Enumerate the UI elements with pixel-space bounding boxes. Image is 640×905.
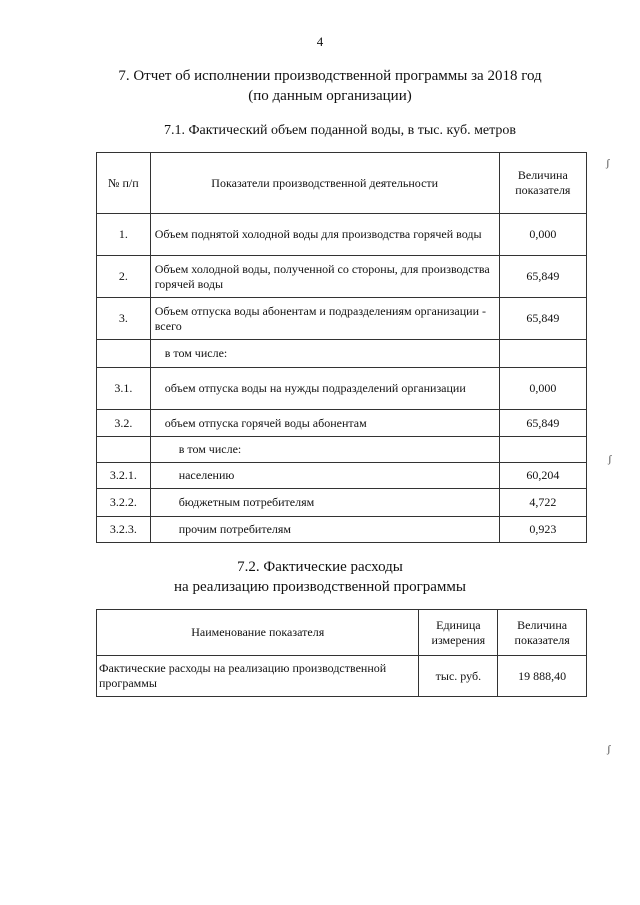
section-7-2-title-line1: 7.2. Фактические расходы: [237, 559, 403, 575]
row-value: 65,849: [499, 410, 586, 437]
table-row: [97, 410, 587, 437]
header-value: Величина показателя: [498, 610, 587, 656]
row-label: Объем поднятой холодной воды для производства горячей воды: [150, 214, 499, 256]
row-label: Объем холодной воды, полученной со стороны, для производства горячей воды: [150, 256, 499, 298]
row-value: 0,000: [499, 214, 586, 256]
row-value: 0,923: [499, 517, 586, 543]
expenses-table: [96, 609, 587, 697]
header-unit: Единица измерения: [419, 610, 498, 656]
row-num: 3.2.3.: [97, 517, 151, 543]
scan-mark: ʃ: [606, 157, 610, 169]
row-unit: тыс. руб.: [419, 656, 498, 697]
row-value: 0,000: [499, 368, 586, 410]
row-label: Объем отпуска воды абонентам и подразделениям организации - всего: [150, 298, 499, 340]
table-row: [97, 340, 587, 368]
row-label: объем отпуска воды на нужды подразделений организации: [150, 368, 499, 410]
section-7-2-title-line2: на реализацию производственной программы: [174, 579, 466, 595]
row-value: 19 888,40: [498, 656, 587, 697]
row-num: [97, 437, 151, 463]
row-value: 65,849: [499, 256, 586, 298]
table-header-row: [97, 610, 587, 656]
row-label: в том числе:: [150, 340, 499, 368]
row-num: 3.2.2.: [97, 489, 151, 517]
row-num: 3.2.: [97, 410, 151, 437]
water-volume-table: [96, 152, 587, 543]
table-row: [97, 489, 587, 517]
row-num: 3.: [97, 298, 151, 340]
row-label: в том числе:: [150, 437, 499, 463]
row-value: [499, 340, 586, 368]
section-7-1-title: 7.1. Фактический объем поданной воды, в тыс. куб. метров: [163, 123, 517, 138]
table-row: [97, 256, 587, 298]
row-num: [97, 340, 151, 368]
row-name: Фактические расходы на реализацию производственной программы: [97, 656, 419, 697]
row-num: 1.: [97, 214, 151, 256]
row-num: 2.: [97, 256, 151, 298]
table-row: [97, 463, 587, 489]
row-value: [499, 437, 586, 463]
section-7-heading: [30, 66, 630, 106]
row-label: бюджетным потребителям: [150, 489, 499, 517]
table-row: [97, 437, 587, 463]
section-7-title: 7. Отчет об исполнении производственной программы за 2018 год: [118, 68, 542, 84]
row-label: объем отпуска горячей воды абонентам: [150, 410, 499, 437]
table-header-row: [97, 153, 587, 214]
table-row: [97, 656, 587, 697]
table-row: [97, 517, 587, 543]
row-value: 65,849: [499, 298, 586, 340]
section-7-2-heading: [10, 557, 630, 597]
scan-mark: ʃ: [608, 453, 612, 465]
row-value: 60,204: [499, 463, 586, 489]
row-label: прочим потребителям: [150, 517, 499, 543]
header-indicator: Показатели производственной деятельности: [150, 153, 499, 214]
header-name: Наименование показателя: [97, 610, 419, 656]
table-row: [97, 298, 587, 340]
row-num: 3.1.: [97, 368, 151, 410]
section-7-subtitle: (по данным организации): [248, 88, 412, 104]
table-row: [97, 368, 587, 410]
row-value: 4,722: [499, 489, 586, 517]
row-num: 3.2.1.: [97, 463, 151, 489]
table-row: [97, 214, 587, 256]
scan-mark: ʃ: [607, 743, 611, 755]
header-num: № п/п: [97, 153, 151, 214]
page-number: 4: [316, 34, 324, 49]
header-value: Величина показателя: [499, 153, 586, 214]
row-label: населению: [150, 463, 499, 489]
